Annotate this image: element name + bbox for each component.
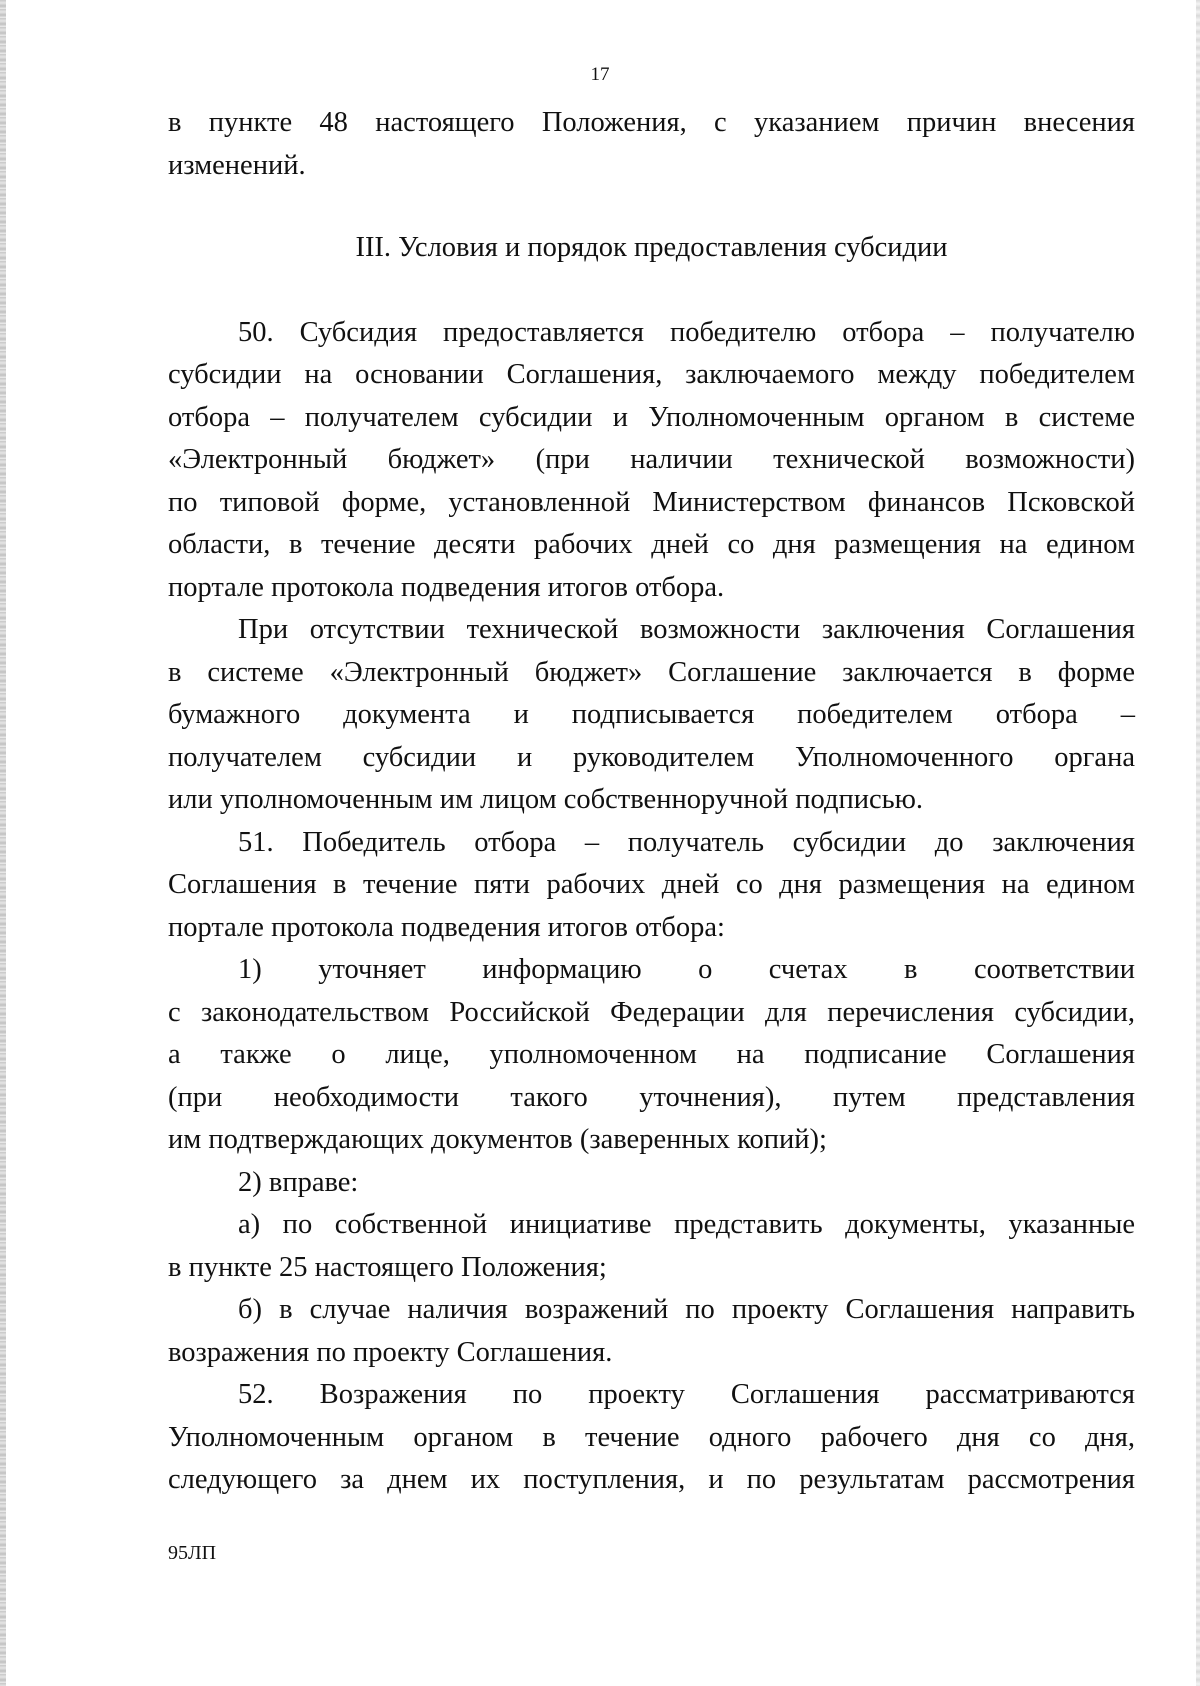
text-line: а) по собственной инициативе представить документы, указанные (238, 1209, 1135, 1240)
text-line: Соглашения в течение пяти рабочих дней со дня размещения на едином (168, 869, 1135, 900)
text-line: При отсутствии технической возможности заключения Соглашения (238, 614, 1135, 645)
text-line: им подтверждающих документов (заверенных копий); (168, 1124, 827, 1155)
text-line: 52. Возражения по проекту Соглашения рассматриваются (238, 1379, 1135, 1410)
page-number: 17 (590, 64, 610, 85)
text-line: с законодательством Российской Федерации для перечисления субсидии, (168, 996, 1135, 1028)
section-heading: III. Условия и порядок предоставления субсидии (355, 232, 948, 263)
paragraph (168, 312, 1135, 610)
text-line: «Электронный бюджет» (при наличии технической возможности) (168, 444, 1135, 475)
paragraph-list (168, 312, 1135, 1502)
text-line: субсидии на основании Соглашения, заключаемого между победителем (168, 359, 1135, 390)
paragraph (168, 1204, 1135, 1289)
text-line: портале протокола подведения итогов отбора: (168, 911, 725, 943)
text-line: б) в случае наличия возражений по проекту Соглашения направить (238, 1294, 1135, 1325)
text-line: или уполномоченным им лицом собственноручной подписью. (168, 784, 924, 815)
text-line: в пункте 48 настоящего Положения, с указанием причин внесения (168, 107, 1135, 138)
paragraph (168, 609, 1135, 822)
continuation-paragraph (168, 102, 1135, 187)
text-line: бумажного документа и подписывается победителем отбора – (168, 699, 1135, 730)
text-line: а также о лице, уполномоченном на подписание Соглашения (168, 1039, 1135, 1070)
text-line: следующего за днем их поступления, и по результатам рассмотрения (168, 1464, 1135, 1495)
text-line: 51. Победитель отбора – получатель субсидии до заключения (238, 826, 1135, 858)
text-line: получателем субсидии и руководителем Уполномоченного органа (168, 741, 1135, 773)
footer-code: 95ЛП (168, 1542, 217, 1564)
text-line: области, в течение десяти рабочих дней со дня размещения на едином (168, 529, 1135, 560)
text-line: Уполномоченным органом в течение одного рабочего дня со дня, (168, 1421, 1135, 1453)
text-line: в системе «Электронный бюджет» Соглашение заключается в форме (168, 656, 1135, 688)
text-line: изменений. (168, 149, 306, 181)
paragraph (168, 1162, 1135, 1205)
document-body (168, 102, 1135, 1502)
text-line: портале протокола подведения итогов отбора. (168, 571, 725, 603)
paragraph (168, 1289, 1135, 1374)
text-line: 2) вправе: (238, 1166, 359, 1198)
paragraph (168, 822, 1135, 950)
scan-edge-left (0, 0, 6, 1686)
text-line: отбора – получателем субсидии и Уполномоченным органом в системе (168, 401, 1135, 433)
paragraph (168, 1374, 1135, 1502)
text-line: 50. Субсидия предоставляется победителю отбора – получателю (238, 316, 1135, 348)
text-line: по типовой форме, установленной Министерством финансов Псковской (168, 486, 1135, 518)
text-line: возражения по проекту Соглашения. (168, 1336, 613, 1368)
paragraph (168, 949, 1135, 1162)
text-line: (при необходимости такого уточнения), путем представления (168, 1081, 1135, 1113)
scan-edge-right (1196, 0, 1200, 1686)
text-line: 1) уточняет информацию о счетах в соответствии (238, 954, 1135, 985)
text-line: в пункте 25 настоящего Положения; (168, 1251, 607, 1283)
